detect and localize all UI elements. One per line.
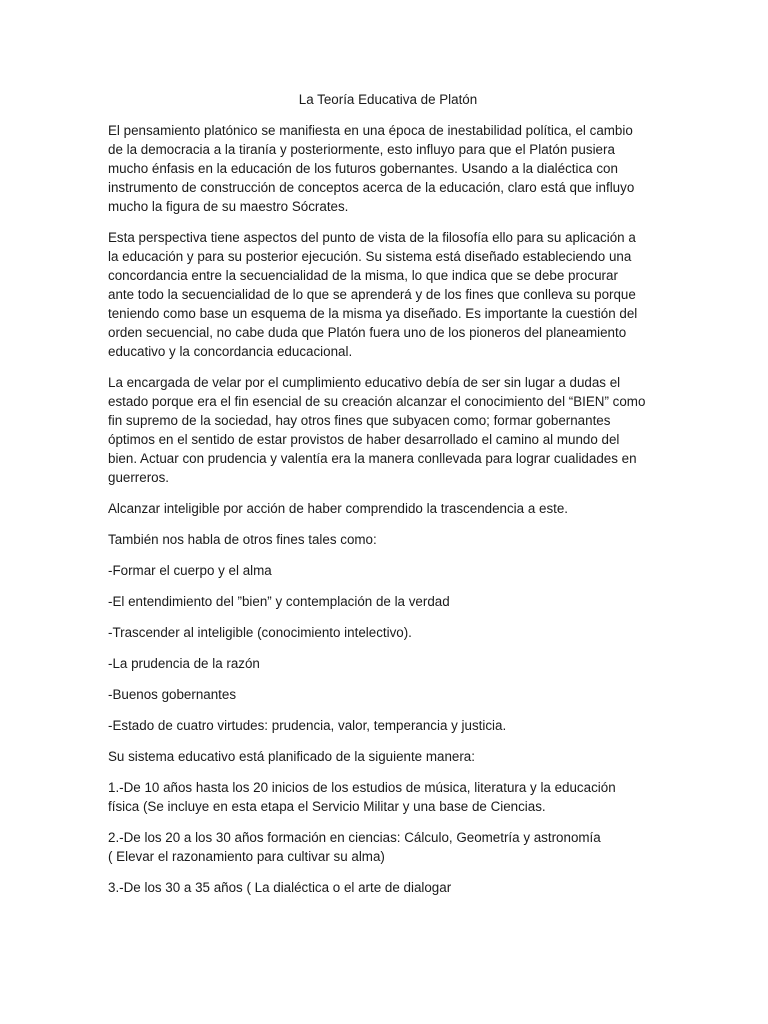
stage-1: 1.-De 10 años hasta los 20 inicios de los estudios de música, literatura y la educación física (Se incluye en esta etapa el Servicio Militar y una base de Ciencias. <box>108 780 616 814</box>
document-page <box>108 90 668 909</box>
paragraph-perspective: Esta perspectiva tiene aspectos del punto de vista de la filosofía ello para su aplicación a la educación y para su posterior ejecución. Su sistema está diseñado estableciendo una concordancia entre la secuencialidad de la misma, lo que indica que se debe procurar ante todo la secuencialidad de lo que se aprenderá y de los fines que conlleva su porque teniendo como base un esquema de la misma ya diseñado. Es importante la cuestión del orden secuencial, no cabe duda que Platón fuera uno de los pioneros del planeamiento educativo y la concordancia educacional. <box>108 230 638 359</box>
stage-3: 3.-De los 30 a 35 años ( La dialéctica o el arte de dialogar <box>108 880 452 895</box>
list-item-prudence: -La prudencia de la razón <box>108 656 260 671</box>
list-item-body-soul: -Formar el cuerpo y el alma <box>108 563 272 578</box>
list-item-good-rulers: -Buenos gobernantes <box>108 687 237 702</box>
stage-2: 2.-De los 20 a los 30 años formación en ciencias: Cálculo, Geometría y astronomía ( Elevar el razonamiento para cultivar su alma) <box>108 830 601 864</box>
paragraph-intro: El pensamiento platónico se manifiesta en una época de inestabilidad política, el cambio de la democracia a la tiranía y posteriormente, esto influyo para que el Platón pusiera mucho énfasis en la educación de los futuros gobernantes. Usando a la dialéctica con instrumento de construcción de conceptos acerca de la educación, claro está que influyo mucho la figura de su maestro Sócrates. <box>108 123 635 214</box>
list-item-four-virtues: -Estado de cuatro virtudes: prudencia, valor, temperancia y justicia. <box>108 718 507 733</box>
paragraph-state: La encargada de velar por el cumplimiento educativo debía de ser sin lugar a dudas el estado porque era el fin esencial de su creación alcanzar el conocimiento del “BIEN” como fin supremo de la sociedad, hay otros fines que subyacen como; formar gobernantes óptimos en el sentido de estar provistos de haber desarrollado el camino al mundo del bien. Actuar con prudencia y valentía era la manera conllevada para lograr cualidades en guerreros. <box>108 375 646 485</box>
list-item-good-truth: -El entendimiento del ”bien” y contemplación de la verdad <box>108 594 450 609</box>
paragraph-other-ends: También nos habla de otros fines tales como: <box>108 532 377 547</box>
document-title: La Teoría Educativa de Platón <box>298 92 478 107</box>
paragraph-system-plan: Su sistema educativo está planificado de la siguiente manera: <box>108 749 475 764</box>
list-item-transcend: -Trascender al inteligible (conocimiento intelectivo). <box>108 625 412 640</box>
paragraph-intelligible: Alcanzar inteligible por acción de haber comprendido la trascendencia a este. <box>108 501 569 516</box>
